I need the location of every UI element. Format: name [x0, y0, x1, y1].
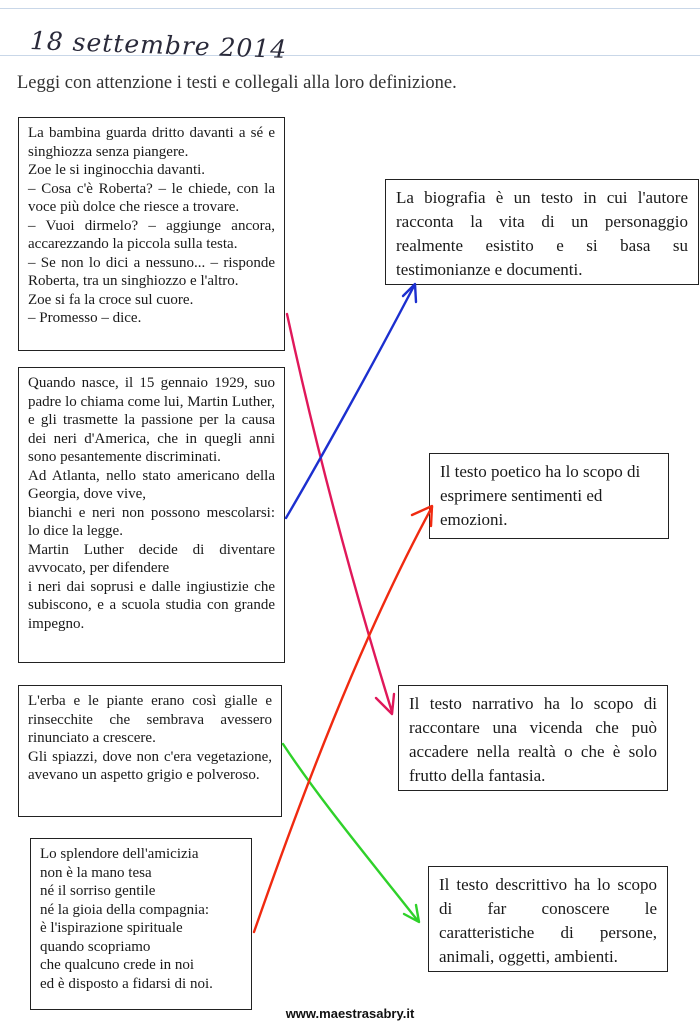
text-box-biography: Quando nasce, il 15 gennaio 1929, suo padre lo chiama come lui, Martin Luther, e gli trasmette la passione per la causa dei neri d'America, che in quegli anni sono pesantemente discriminati. Ad Atlanta, nello stato americano della Georgia, dove vive, bianchi e neri non possono mescolarsi: lo dice la legge. Martin Luther decide di diventare avvocato, per difendere i neri dai soprusi e dalle ingiustizie che subiscono, e a scuola studia con grande impegno.: [18, 367, 285, 663]
footer-website: www.maestrasabry.it: [285, 1006, 415, 1021]
arrow-poem-head: [412, 506, 432, 526]
text-box-narrative: La bambina guarda dritto davanti a sé e singhiozza senza piangere. Zoe le si inginocchia davanti. – Cosa c'è Roberta? – le chiede, con la voce più dolce che riesce a trovare. – Vuoi dirmelo? – aggiunge ancora, accarezzando la piccola sulla testa. – Se non lo dici a nessuno... – risponde Roberta, tra un singhiozzo e l'altro. Zoe si fa la croce sul cuore. – Promesso – dice.: [18, 117, 285, 351]
text-box-poem: Lo splendore dell'amicizia non è la mano tesa né il sorriso gentile né la gioia della compagnia: è l'ispirazione spirituale quando scopriamo che qualcuno crede in noi ed è disposto a fidarsi di noi.: [30, 838, 252, 1010]
arrow-narrative-head: [376, 694, 394, 714]
arrow-poem: [254, 507, 432, 932]
handwritten-date: 18 settembre 2014: [29, 26, 288, 64]
arrow-biography: [286, 286, 414, 518]
definition-box-biography: La biografia è un testo in cui l'autore racconta la vita di un personaggio realmente esistito e si basa su testimonianze e documenti.: [385, 179, 699, 285]
definition-box-descriptive: Il testo descrittivo ha lo scopo di far conoscere le caratteristiche di persone, animali, oggetti, ambienti.: [428, 866, 668, 972]
text-box-descriptive: L'erba e le piante erano così gialle e rinsecchite che sembrava avessero rinunciato a crescere. Gli spiazzi, dove non c'era vegetazione, avevano un aspetto grigio e polveroso.: [18, 685, 282, 817]
instruction-text: Leggi con attenzione i testi e collegali alla loro definizione.: [17, 73, 457, 93]
arrow-descriptive: [283, 744, 418, 921]
arrow-narrative: [287, 314, 392, 712]
definition-box-narrative: Il testo narrativo ha lo scopo di raccontare una vicenda che può accadere nella realtà o che è solo frutto della fantasia.: [398, 685, 668, 791]
definition-box-poetic: Il testo poetico ha lo scopo di esprimere sentimenti ed emozioni.: [429, 453, 669, 539]
